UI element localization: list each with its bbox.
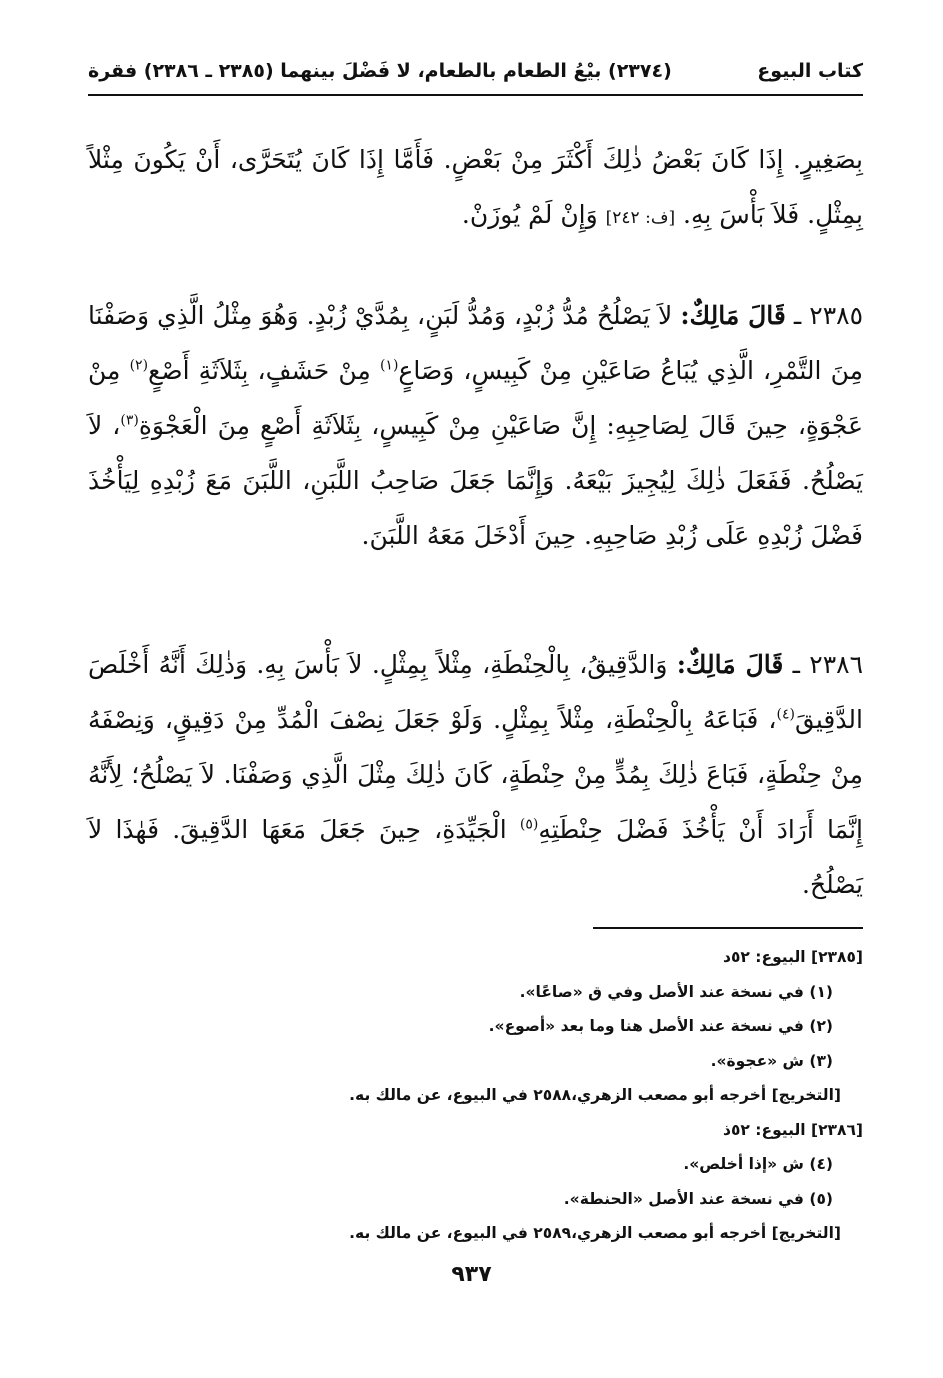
source-reference: [٢٣٨٦] البيوع: ٥٢ذ: [723, 1120, 863, 1139]
footnote: (١) في نسخة عند الأصل وفي ق «صاعًا».: [519, 982, 833, 1001]
book-title: كتاب البيوع: [757, 60, 863, 82]
running-header: [88, 48, 863, 96]
footnote-marker: (١): [379, 357, 399, 374]
paragraph-text: الْجَيِّدَةِ، حِينَ جَعَلَ مَعَهَا الدَّقِيقَ. فَهٰذَا لاَ يَصْلُحُ.: [88, 815, 863, 899]
takhrij-text: أخرجه أبو مصعب الزهري،٢٥٨٩ في البيوع، عن مالك به.: [349, 1224, 767, 1242]
footnote-separator: [593, 927, 863, 929]
paragraph-2386: [88, 637, 863, 912]
paragraph-text: لاَ يَصْلُحُ مُدُّ زُبْدٍ، وَمُدُّ لَبَنٍ، بِمُدَّيْ زُبْدٍ. وَهُوَ مِثْلُ الَّذِي وَصَفْنَا مِنَ التَّمْرِ، الَّذِي يُبَاعُ صَاعَيْنِ مِنْ كَبِيسٍ، وَصَاعٍ: [88, 301, 863, 385]
paragraph-number: ٢٣٨٥ ـ: [793, 301, 864, 330]
paragraph-continuation: [88, 132, 863, 246]
takhrij-note: [88, 1078, 863, 1113]
paragraph-number: ٢٣٨٦ ـ: [792, 650, 863, 679]
paragraph-text-end: وَإِنْ لَمْ يُوزَنْ.: [461, 200, 598, 229]
paragraph-text: بِصَغِيرٍ. إِذَا كَانَ بَعْضُ ذٰلِكَ أَكْثَرَ مِنْ بَعْضٍ. فَأَمَّا إِذَا كَانَ يُتَحَرَّى، أَنْ يَكُونَ مِثْلاً بِمِثْلٍ. فَلاَ بَأْسَ بِهِ.: [88, 145, 863, 229]
footnote-marker: (٢): [129, 357, 149, 374]
speaker-label: قَالَ مَالِكٌ:: [676, 650, 784, 679]
paragraph-text: ، فَبَاعَهُ بِالْحِنْطَةِ، مِثْلاً بِمِثْلٍ. وَلَوْ جَعَلَ نِصْفَ الْمُدِّ مِنْ دَقِيقٍ، وَنِصْفَهُ مِنْ حِنْطَةٍ، فَبَاعَ ذٰلِكَ بِمُدٍّ مِنْ حِنْطَةٍ، كَانَ ذٰلِكَ مِثْلَ الَّذِي وَصَفْنَا. لاَ يَصْلُحُ؛ لِأَنَّهُ إِنَّمَا أَرَادَ أَنْ يَأْخُذَ فَضْلَ حِنْطَتِهِ: [88, 705, 864, 844]
takhrij-label: [التخريج]: [771, 1224, 841, 1242]
speaker-label: قَالَ مَالِكٌ:: [680, 301, 786, 330]
source-reference: [٢٣٨٥] البيوع: ٥٢د: [723, 948, 863, 966]
paragraph-text: مِنْ حَشَفٍ، بِثَلاَثَةِ أَصْعٍ: [148, 356, 371, 385]
footnote: (٣) ش «عجوة».: [710, 1051, 833, 1070]
paragraph-text: وَالدَّقِيقُ، بِالْحِنْطَةِ، مِثْلاً بِمِثْلٍ. لاَ بَأْسَ بِهِ. وَذٰلِكَ أَنَّهُ أَخْلَصَ الدَّقِيقَ: [88, 650, 863, 734]
footnote-marker: (٣): [120, 412, 139, 429]
footnote-marker: (٥): [519, 816, 539, 833]
takhrij-label: [التخريج]: [771, 1086, 841, 1104]
section-title: (٢٣٧٤) بيْعُ الطعام بالطعام، لا فَضْلَ بينهما (٢٣٨٥ ـ ٢٣٨٦) فقرة: [88, 60, 672, 82]
footnote: (٢) في نسخة عند الأصل هنا وما بعد «أصوع».: [488, 1017, 833, 1035]
footnote-marker: (٤): [776, 706, 795, 723]
paragraph-text: ، لاَ يَصْلُحُ. فَفَعَلَ ذٰلِكَ لِيُجِيزَ بَيْعَهُ. وَإِنَّمَا جَعَلَ صَاحِبُ اللَّبَنِ، اللَّبَنَ مَعَ زُبْدِهِ لِيَأْخُذَ فَضْلَ زُبْدِهِ عَلَى زُبْدِ صَاحِبِهِ. حِينَ أَدْخَلَ مَعَهُ اللَّبَنَ.: [88, 411, 863, 550]
paragraph-text: مِنْ عَجْوَةٍ، حِينَ قَالَ لِصَاحِبِهِ: إِنَّ صَاعَيْنِ مِنْ كَبِيسٍ، بِثَلاَثَةِ أَصْعٍ مِنَ الْعَجْوَةِ: [88, 356, 863, 440]
paragraph-2385: [88, 288, 863, 563]
footnote: (٥) في نسخة عند الأصل «الحنطة».: [563, 1189, 833, 1208]
folio-reference: [ف: ٢٤٢]: [605, 208, 676, 228]
footnote: (٤) ش «إذا أخلص».: [683, 1155, 833, 1173]
footnotes: [88, 940, 863, 1251]
page-number: ٩٣٧: [451, 1262, 492, 1287]
takhrij-text: أخرجه أبو مصعب الزهري،٢٥٨٨ في البيوع، عن مالك به.: [349, 1086, 767, 1104]
takhrij-note: [88, 1216, 863, 1251]
